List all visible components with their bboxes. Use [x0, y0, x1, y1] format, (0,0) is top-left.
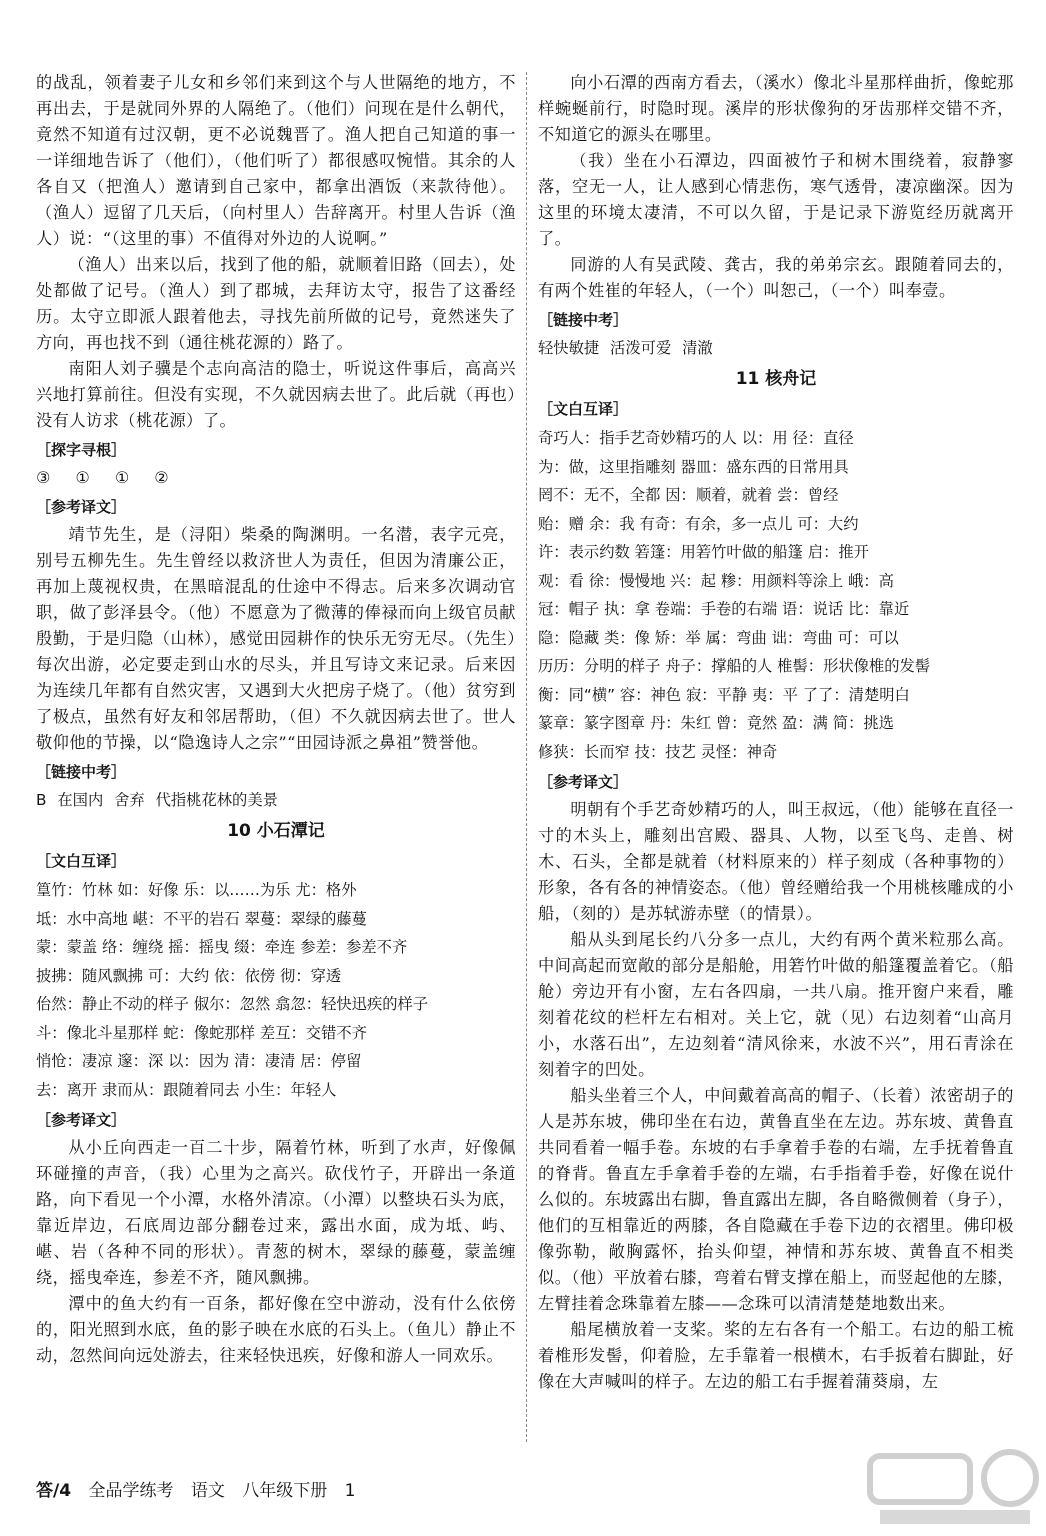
- vocab-line: 为：做，这里指雕刻 器皿：盛东西的日常用具: [538, 457, 849, 476]
- paragraph: 船从头到尾长约八分多一点儿，大约有两个黄米粒那么高。中间高起而宽敞的部分是船舱，用箬竹叶做的船篷覆盖着它。（船舱）旁边开有小窗，左右各四扇，一共八扇。推开窗户来看，雕刻着花纹的栏杆左右相对。关上它，就（见）右边刻着“山高月小，水落石出”，左边刻着“清风徐来，水波不兴”，用石青涂在刻着字的凹处。: [538, 930, 1014, 1079]
- section-tag: ［探字寻根］: [36, 441, 127, 459]
- section-tag: ［文白互译］: [36, 852, 127, 870]
- paragraph: 船尾横放着一支桨。桨的左右各有一个船工。右边的船工梳着椎形发髻，仰着脸，左手靠着一根横木，右手扳着右脚趾，好像在大声喊叫的样子。左边的船工右手握着蒲葵扇，左: [538, 1320, 1014, 1391]
- page-number: 答/4: [36, 1481, 72, 1501]
- column-divider: [526, 72, 527, 1442]
- book-grade: 八年级下册: [242, 1481, 328, 1501]
- answer-circles: ③ ① ① ②: [36, 468, 179, 487]
- section-tag: ［参考译文］: [538, 773, 629, 791]
- vocab-line: 佁然：静止不动的样子 俶尔：忽然 翕忽：轻快迅疾的样子: [36, 995, 429, 1013]
- book-volume: 1: [344, 1481, 356, 1501]
- vocab-line: 冠：帽子 执：拿 卷端：手卷的右端 语：说话 比：靠近: [538, 600, 910, 618]
- paragraph: 的战乱，领着妻子儿女和乡邻们来到这个与人世隔绝的地方，不再出去，于是就同外界的人隔绝了。（他们）问现在是什么朝代，竟然不知道有过汉朝，更不必说魏晋了。渔人把自己知道的事一一详细地告诉了（他们），（他们听了）都很感叹惋惜。其余的人各自又（把渔人）邀请到自己家中，都拿出酒饭（来款待他）。（渔人）逗留了几天后，（向村里人）告辞离开。村里人告诉（渔人）说：“（这里的事）不值得对外边的人说啊。”: [36, 73, 516, 248]
- book-brand: 全品学练考: [88, 1481, 174, 1501]
- paragraph: 同游的人有吴武陵、龚古，我的弟弟宗玄。跟随着同去的，有两个姓崔的年轻人，（一个）叫恕己，（一个）叫奉壹。: [538, 255, 1014, 300]
- vocab-line: 修狭：长而窄 技：技艺 灵怪：神奇: [538, 742, 778, 761]
- vocab-line: 蒙：蒙盖 络：缠绕 摇：摇曳 缀：牵连 参差：参差不齐: [36, 938, 408, 956]
- vocab-list: [36, 876, 516, 1104]
- vocab-line: 隐：隐藏 类：像 矫：举 属：弯曲 诎：弯曲 可：可以: [538, 628, 899, 647]
- vocab-list: [538, 424, 1014, 766]
- section-tag: ［链接中考］: [538, 311, 629, 329]
- paragraph: （渔人）出来以后，找到了他的船，就顺着旧路（回去），处处都做了记号。（渔人）到了郡城，去拜访太守，报告了这番经历。太守立即派人跟着他去，寻找先前所做的记号，竟然迷失了方向，再也找不到（通往桃花源的）路了。: [36, 255, 516, 352]
- vocab-line: 斗：像北斗星那样 蛇：像蛇那样 差互：交错不齐: [36, 1023, 367, 1042]
- answer-line: 轻快敏捷 活泼可爱 清澈: [538, 339, 713, 357]
- vocab-line: 悄怆：凄凉 邃：深 以：因为 清：凄清 居：停留: [36, 1052, 362, 1070]
- answer-line: B 在国内 舍弃 代指桃花林的美景: [36, 791, 278, 809]
- vocab-line: 奇巧人：指手艺奇妙精巧的人 以：用 径：直径: [538, 429, 854, 447]
- paragraph: 船头坐着三个人，中间戴着高高的帽子、（长着）浓密胡子的人是苏东坡，佛印坐在右边，黄鲁直坐在左边。苏东坡、黄鲁直共同看着一幅手卷。东坡的右手拿着手卷的右端，左手抚着鲁直的脊背。鲁直左手拿着手卷的左端，右手指着手卷，好像在说什么似的。东坡露出右脚，鲁直露出左脚，各自略微侧着（身子），他们的互相靠近的两膝，各自隐藏在手卷下边的衣褶里。佛印极像弥勒，敞胸露怀，抬头仰望，神情和苏东坡、黄鲁直不相类似。（他）平放着右膝，弯着右臂支撑在船上，而竖起他的左膝，左臂挂着念珠靠着左膝——念珠可以清清楚楚地数出来。: [538, 1086, 1014, 1313]
- section-tag: ［参考译文］: [36, 1111, 127, 1129]
- book-subject: 语文: [190, 1481, 225, 1501]
- vocab-line: 披拂：随风飘拂 可：大约 依：依傍 彻：穿透: [36, 966, 342, 985]
- vocab-line: 篁竹：竹林 如：好像 乐：以……为乐 尤：格外: [36, 881, 357, 899]
- vocab-line: 罔不：无不，全都 因：顺着，就着 尝：曾经: [538, 486, 839, 504]
- vocab-line: 历历：分明的样子 舟子：撑船的人 椎髻：形状像椎的发髻: [538, 657, 931, 675]
- section-tag: ［文白互译］: [538, 400, 629, 418]
- paragraph: 明朝有个手艺奇妙精巧的人，叫王叔远，（他）能够在直径一寸的木头上，雕刻出宫殿、器具、人物，以至飞鸟、走兽、树木、石头，全都是就着（材料原来的）样子刻成（各种事物的）形象，各有各的神情姿态。（他）曾经赠给我一个用桃核雕成的小船，（刻的）是苏轼游赤壁（的情景）。: [538, 800, 1014, 923]
- vocab-line: 贻：赠 余：我 有奇：有余，多一点儿 可：大约: [538, 514, 859, 533]
- paragraph: 南阳人刘子骥是个志向高洁的隐士，听说这件事后，高高兴兴地打算前往。但没有实现，不久就因病去世了。此后就（再也）没有人访求（桃花源）了。: [36, 359, 516, 430]
- vocab-line: 篆章：篆字图章 丹：朱红 曾：竟然 盈：满 简：挑选: [538, 714, 894, 732]
- vocab-line: 去：离开 隶而从：跟随着同去 小生：年轻人: [36, 1080, 337, 1099]
- left-column: [36, 70, 516, 1369]
- vocab-line: 观：看 徐：慢慢地 兴：起 糁：用颜料等涂上 峨：高: [538, 571, 894, 590]
- vocab-line: 衡：同“横” 容：神色 寂：平静 夷：平 了了：清楚明白: [538, 685, 910, 704]
- right-column: [538, 70, 1014, 1395]
- paragraph: 向小石潭的西南方看去，（溪水）像北斗星那样曲折，像蛇那样蜿蜒前行，时隐时现。溪岸的形状像狗的牙齿那样交错不齐，不知道它的源头在哪里。: [538, 73, 1014, 144]
- vocab-line: 许：表示约数 箬篷：用箬竹叶做的船篷 启：推开: [538, 543, 869, 561]
- section-tag: ［参考译文］: [36, 498, 127, 516]
- paragraph: 从小丘向西走一百二十步，隔着竹林，听到了水声，好像佩环碰撞的声音，（我）心里为之高兴。砍伐竹子，开辟出一条道路，向下看见一个小潭，水格外清凉。（小潭）以整块石头为底，靠近岸边，石底周边部分翻卷过来，露出水面，成为坻、屿、嵁、岩（各种不同的形状）。青葱的树木，翠绿的藤蔓，蒙盖缠绕，摇曳牵连，参差不齐，随风飘拂。: [36, 1138, 516, 1287]
- lesson-heading: 11 核舟记: [735, 369, 817, 389]
- lesson-heading: 10 小石潭记: [227, 821, 325, 841]
- watermark-logo: [860, 1440, 1040, 1530]
- paragraph: 潭中的鱼大约有一百条，都好像在空中游动，没有什么依傍的，阳光照到水底，鱼的影子映在水底的石头上。（鱼儿）静止不动，忽然间向远处游去，往来轻快迅疾，好像和游人一同欢乐。: [36, 1294, 516, 1365]
- vocab-line: 坻：水中高地 嵁：不平的岩石 翠蔓：翠绿的藤蔓: [36, 909, 367, 928]
- page-footer: [36, 1476, 368, 1506]
- paragraph: 靖节先生，是（浔阳）柴桑的陶渊明。一名潜，表字元亮，别号五柳先生。先生曾经以救济世人为责任，但因为清廉公正，再加上蔑视权贵，在黑暗混乱的仕途中不得志。后来多次调动官职，做了彭泽县令。（他）不愿意为了微薄的俸禄而向上级官员献殷勤，于是归隐（山林），感觉田园耕作的快乐无穷无尽。（先生）每次出游，必定要走到山水的尽头，并且写诗文来记录。后来因为连续几年都有自然灾害，又遇到大火把房子烧了。（他）贫穷到了极点，虽然有好友和邻居帮助，（但）不久就因病去世了。世人敬仰他的节操，以“隐逸诗人之宗”“田园诗派之鼻祖”赞誉他。: [36, 525, 516, 752]
- section-tag: ［链接中考］: [36, 763, 127, 781]
- paragraph: （我）坐在小石潭边，四面被竹子和树木围绕着，寂静寥落，空无一人，让人感到心情悲伤，寒气透骨，凄凉幽深。因为这里的环境太凄清，不可以久留，于是记录下游览经历就离开了。: [538, 151, 1014, 248]
